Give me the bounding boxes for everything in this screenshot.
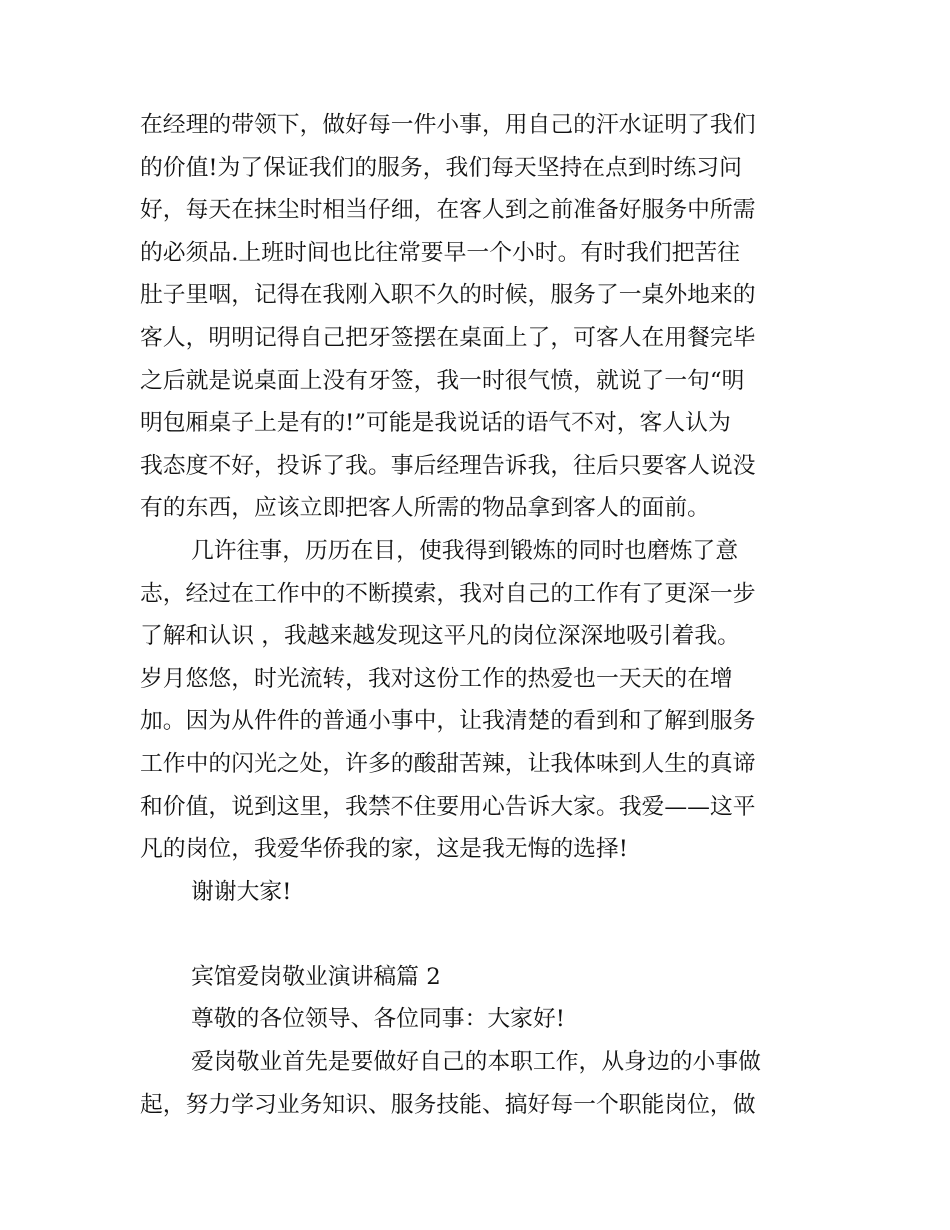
text-line: 的价值!为了保证我们的服务，我们每天坚持在点到时练习问 (140, 154, 742, 181)
text-line: 加。因为从件件的普通小事中，让我清楚的看到和了解到服务 (140, 708, 756, 735)
text-line: 的必须品.上班时间也比往常要早一个小时。有时我们把苦往 (140, 239, 740, 266)
text-line: 志，经过在工作中的不断摸索，我对自己的工作有了更深一步 (140, 580, 756, 607)
salutation-line: 尊敬的各位领导、各位同事：大家好! (191, 1006, 565, 1033)
document-body (140, 104, 810, 1126)
text-line: 有的东西，应该立即把客人所需的物品拿到客人的面前。 (140, 495, 710, 522)
text-line: 好，每天在抹尘时相当仔细，在客人到之前准备好服务中所需 (140, 197, 756, 224)
text-line: 明包厢桌子上是有的!”可能是我说话的语气不对，客人认为 (140, 410, 731, 437)
text-line: 凡的岗位，我爱华侨我的家，这是我无悔的选择! (140, 836, 628, 863)
blank-line (140, 913, 810, 956)
text-line: 工作中的闪光之处，许多的酸甜苦辣，让我体味到人生的真谛 (140, 750, 756, 777)
text-line: 和价值，说到这里，我禁不住要用心告诉大家。我爱——这平 (140, 793, 756, 820)
text-line: 客人，明明记得自己把牙签摆在桌面上了，可客人在用餐完毕 (140, 324, 756, 351)
text-line: 肚子里咽，记得在我刚入职不久的时候，服务了一桌外地来的 (140, 282, 756, 309)
closing-line: 谢谢大家! (191, 878, 292, 905)
paragraph-start-line: 爱岗敬业首先是要做好自己的本职工作，从身边的小事做 (191, 1049, 761, 1076)
text-line: 岁月悠悠，时光流转，我对这份工作的热爱也一天天的在增 (140, 665, 733, 692)
section-heading: 宾馆爱岗敬业演讲稿篇 2 (191, 963, 441, 990)
text-line: 起，努力学习业务知识、服务技能、搞好每一个职能岗位，做 (140, 1091, 756, 1118)
text-line: 我态度不好，投诉了我。事后经理告诉我，往后只要客人说没 (140, 452, 756, 479)
text-line: 在经理的带领下，做好每一件小事，用自己的汗水证明了我们 (140, 112, 756, 138)
text-line: 了解和认识 ，我越来越发现这平凡的岗位深深地吸引着我。 (140, 623, 740, 650)
text-line: 之后就是说桌面上没有牙签，我一时很气愤，就说了一句“明 (140, 367, 745, 394)
paragraph-start-line: 几许往事，历历在目，使我得到锻炼的同时也磨炼了意 (191, 537, 739, 564)
